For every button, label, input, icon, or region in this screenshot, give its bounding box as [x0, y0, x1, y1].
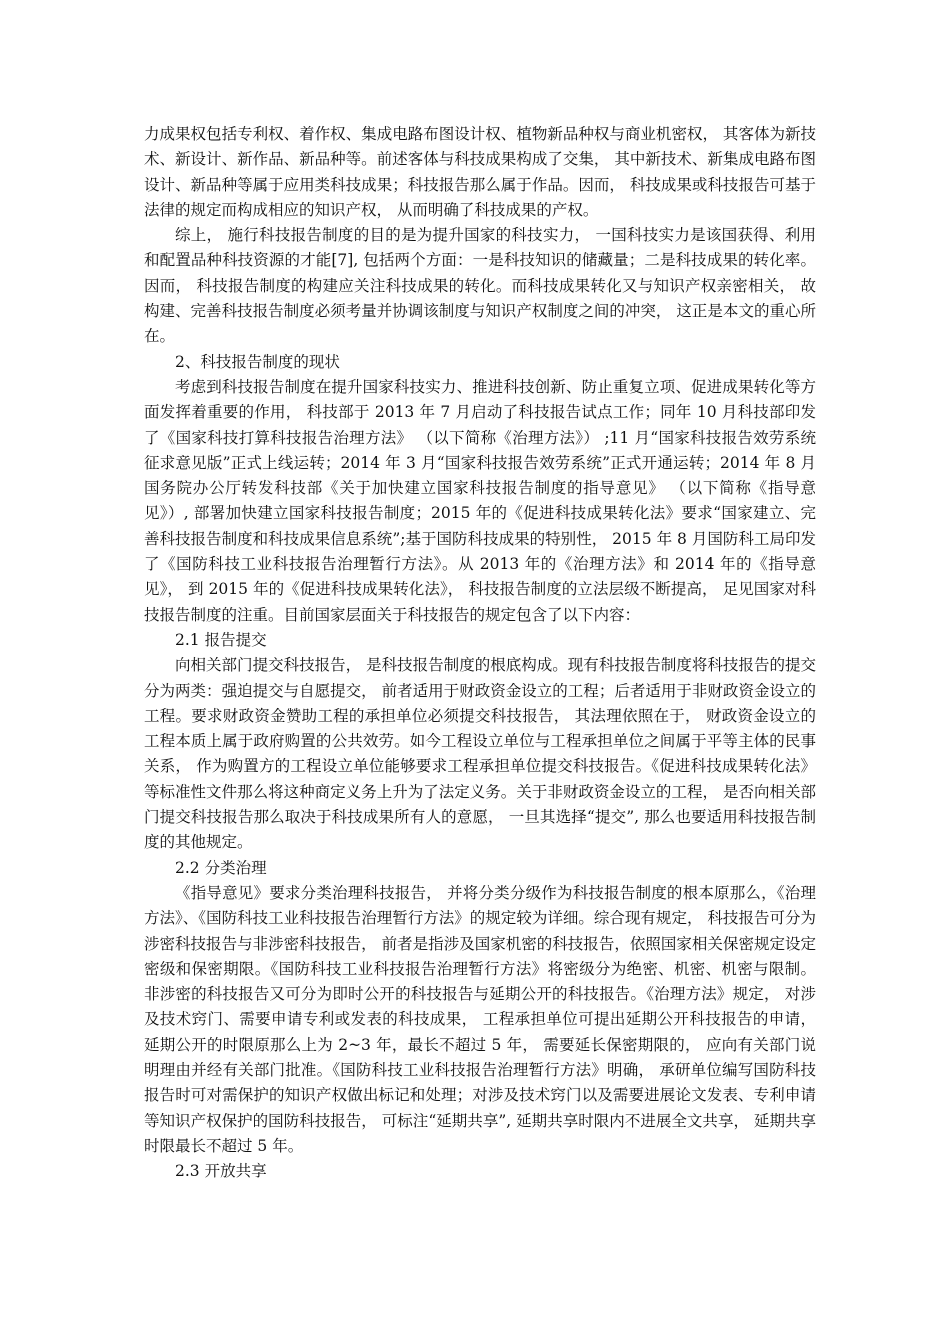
paragraph-ip-rights-continuation: 力成果权包括专利权、着作权、集成电路布图设计权、植物新品种权与商业机密权， 其客体为新技术、新设计、新作品、新品种等。前述客体与科技成果构成了交集， 其中新技术、新集成电路布图设计、新品种等属于应用类科技成果；科技报告那么属于作品。因而， 科技成果或科技报告可基于法律的规定而构成相应的知识产权， 从而明确了科技成果的产权。	[144, 125, 816, 219]
section-heading-status: 2、科技报告制度的现状	[175, 352, 340, 371]
section-heading-report-submission: 2.1 报告提交	[175, 630, 267, 649]
section-heading-classified-management: 2.2 分类治理	[175, 858, 267, 877]
paragraph-status: 考虑到科技报告制度在提升国家科技实力、推进科技创新、防止重复立项、促进成果转化等方面发挥着重要的作用， 科技部于 2013 年 7 月启动了科技报告试点工作；同年 10 月科技部印发了《国家科技打算科技报告治理方法》 （以下简称《治理方法》） ;11 月“国家科技报告效劳系统征求意见版”正式上线运转；2014 年 3 月“国家科技报告效劳系统”正式开通运转；2014 年 8 月国务院办公厅转发科技部《关于加快建立国家科技报告制度的指导意见》 （以下简称《指导意见》）, 部署加快建立国家科技报告制度；2015 年的《促进科技成果转化法》要求“国家建立、完善科技报告制度和科技成果信息系统”;基于国防科技成果的特别性， 2015 年 8 月国防科工局印发了《国防科技工业科技报告治理暂行方法》。从 2013 年的《治理方法》和 2014 年的《指导意见》， 到 2015 年的《促进科技成果转化法》， 科技报告制度的立法层级不断提高， 足见国家对科技报告制度的注重。目前国家层面关于科技报告的规定包含了以下内容：	[144, 377, 816, 624]
section-heading-open-sharing: 2.3 开放共享	[175, 1162, 267, 1181]
paragraph-classified-management: 《指导意见》要求分类治理科技报告， 并将分类分级作为科技报告制度的根本原那么，《治理方法》、《国防科技工业科技报告治理暂行方法》的规定较为详细。综合现有规定， 科技报告可分为涉密科技报告与非涉密科技报告， 前者是指涉及国家机密的科技报告，依照国家相关保密规定设定密级和保密期限。《国防科技工业科技报告治理暂行方法》将密级分为绝密、机密、机密与限制。非涉密的科技报告又可分为即时公开的科技报告与延期公开的科技报告。《治理方法》规定， 对涉及技术窍门、需要申请专利或发表的科技成果， 工程承担单位可提出延期公开科技报告的申请， 延期公开的时限原那么上为 2~3 年，最长不超过 5 年， 需要延长保密期限的， 应向有关部门说明理由并经有关部门批准。《国防科技工业科技报告治理暂行方法》明确， 承研单位编写国防科技报告时可对需保护的知识产权做出标记和处理；对涉及技术窍门以及需要进展论文发表、专利申请等知识产权保护的国防科技报告， 可标注“延期共享”, 延期共享时限内不进展全文共享， 延期共享时限最长不超过 5 年。	[144, 883, 816, 1155]
paragraph-summary: 综上， 施行科技报告制度的目的是为提升国家的科技实力， 一国科技实力是该国获得、利用和配置品种科技资源的才能[7], 包括两个方面：一是科技知识的储藏量；二是科技成果的转化率。因而， 科技报告制度的构建应关注科技成果的转化。而科技成果转化又与知识产权亲密相关， 故构建、完善科技报告制度必须考量并协调该制度与知识产权制度之间的冲突， 这正是本文的重心所在。	[144, 226, 816, 346]
document-body	[144, 122, 816, 1184]
paragraph-report-submission: 向相关部门提交科技报告， 是科技报告制度的根底构成。现有科技报告制度将科技报告的提交分为两类：强迫提交与自愿提交， 前者适用于财政资金设立的工程；后者适用于非财政资金设立的工程。要求财政资金赞助工程的承担单位必须提交科技报告， 其法理依照在于， 财政资金设立的工程本质上属于政府购置的公共效劳。如今工程设立单位与工程承担单位之间属于平等主体的民事关系， 作为购置方的工程设立单位能够要求工程承担单位提交科技报告。《促进科技成果转化法》等标准性文件那么将这种商定义务上升为了法定义务。关于非财政资金设立的工程， 是否向相关部门提交科技报告那么取决于科技成果所有人的意愿， 一旦其选择“提交”, 那么也要适用科技报告制度的其他规定。	[144, 656, 816, 852]
